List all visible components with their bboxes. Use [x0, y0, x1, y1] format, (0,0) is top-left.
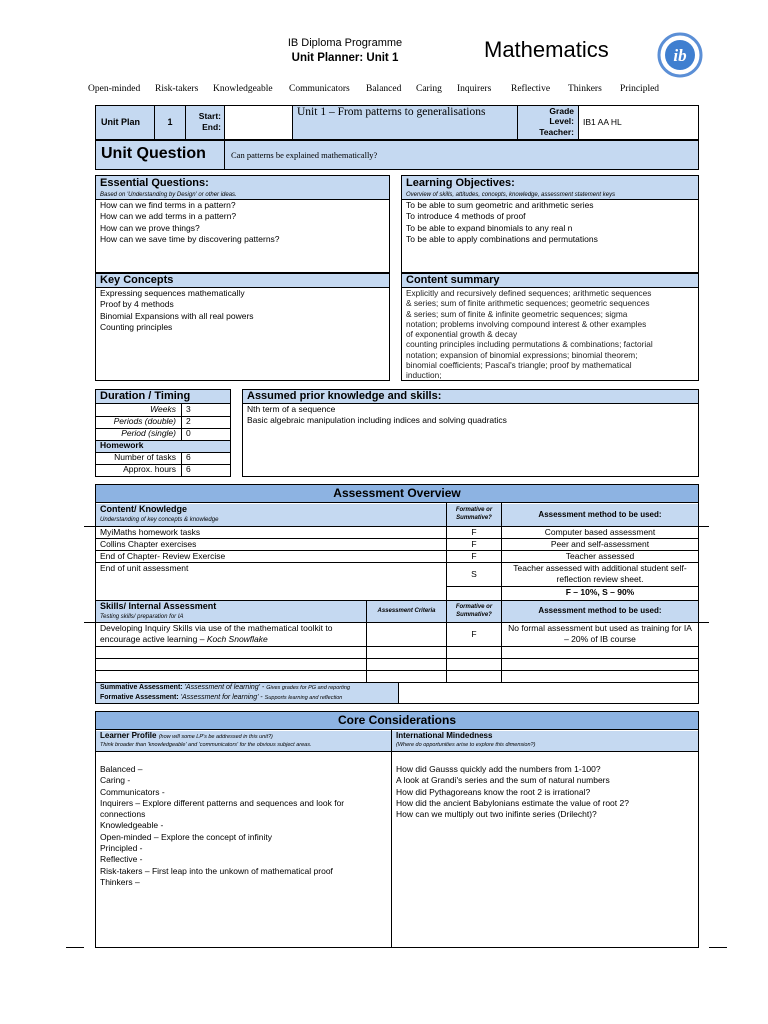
logo-text: ib [673, 46, 687, 65]
list-item: Inquirers – Explore different patterns and sequences and look for [100, 797, 345, 808]
list-item: To be able to apply combinations and permutations [406, 233, 598, 244]
level-label: Level: [549, 116, 574, 126]
unit-title: Unit 1 – From patterns to generalisations [297, 106, 486, 118]
learner-profile-sub1: (how will some LP's be addressed in this unit?) [158, 734, 273, 740]
homework-label: Homework [100, 440, 144, 450]
list-item: Open-minded – Explore the concept of infinity [100, 831, 272, 842]
start-label: Start: [198, 111, 221, 121]
attribute-item: Balanced [366, 84, 402, 94]
formative-label: Formative Assessment: [100, 694, 179, 701]
attribute-item: Risk-takers [155, 84, 199, 94]
homework-row-value: 6 [186, 464, 191, 474]
content-row-item: End of Chapter- Review Exercise [100, 551, 226, 561]
attribute-item: Principled [620, 84, 660, 94]
assessment-title: Assessment Overview [333, 486, 461, 500]
list-item: connections [100, 809, 146, 820]
skills-title: Skills/ Internal Assessment [100, 601, 217, 611]
content-row-method: Teacher assessed [565, 551, 635, 561]
duration-row-value: 0 [186, 428, 191, 438]
content-row-method: Computer based assessment [544, 527, 656, 537]
list-item: How did the ancient Babylonians estimate the value of root 2? [396, 797, 629, 808]
content-row-item: Collins Chapter exercises [100, 539, 197, 549]
level-value: IB1 AA HL [583, 117, 622, 127]
teacher-label: Teacher: [539, 127, 574, 137]
attribute-item: Inquirers [457, 84, 492, 94]
list-item: Caring - [100, 775, 131, 786]
duration-row-label: Period (single) [121, 428, 176, 438]
content-row-item: End of unit assessment [100, 563, 189, 573]
summary-line: counting principles including permutations & combinations; factorial [406, 339, 653, 350]
summary-line: binomial coefficients; Pascal's triangle; proof by mathematical [406, 360, 632, 371]
list-item: To be able to expand binomials to any real n [406, 222, 573, 233]
attribute-item: Knowledgeable [213, 84, 273, 94]
planner-title: Unit Planner: Unit 1 [291, 52, 399, 64]
skills-sub: Testing skills/ preparation for IA [100, 614, 184, 620]
essential-questions-subtitle: Based on 'Understanding by Design' or other ideas. [100, 192, 237, 198]
unit-plan-number: 1 [167, 117, 173, 127]
subject-title: Mathematics [484, 37, 609, 62]
duration-title: Duration / Timing [100, 390, 191, 402]
learner-profile-list [100, 764, 344, 888]
learning-objectives-title: Learning Objectives: [406, 177, 515, 189]
list-item: Principled - [100, 843, 143, 854]
essential-questions-list [100, 200, 280, 245]
formative-line: Formative Assessment: 'Assessment for learning' - Supports learning and reflection [100, 694, 343, 701]
list-item: Expressing sequences mathematically [100, 288, 245, 298]
list-item: Nth term of a sequence [247, 404, 336, 414]
list-item: To introduce 4 methods of proof [406, 211, 526, 222]
attribute-item: Communicators [289, 84, 350, 94]
homework-row-label: Number of tasks [114, 452, 176, 462]
attribute-item: Open-minded [88, 84, 141, 94]
formative-note: Supports learning and reflection [264, 695, 343, 701]
list-item: A look at Grandi's series and the sum of natural numbers [396, 775, 610, 786]
grade-label: Grade [549, 106, 574, 116]
core-title: Core Considerations [337, 713, 457, 727]
attribute-item: Reflective [511, 84, 551, 94]
list-item: Proof by 4 methods [100, 299, 174, 310]
learning-objectives-list [406, 200, 598, 245]
unit-plan-label: Unit Plan [101, 117, 141, 127]
list-item: How can we find terms in a pattern? [100, 200, 236, 210]
prior-knowledge-title: Assumed prior knowledge and skills: [247, 390, 442, 402]
list-item: Communicators - [100, 786, 165, 797]
summative-label: Summative Assessment: [100, 684, 183, 691]
intl-mindedness-sub: (Where do opportunities arise to explore this dimension?) [396, 742, 536, 748]
content-row-method: Teacher assessed with additional student self-reflection review sheet. [513, 563, 687, 585]
skills-fs: F [471, 629, 477, 639]
learning-objectives-subtitle: Overview of skills, attitudes, concepts, knowledge, assessment statement keys [406, 192, 616, 198]
end-label: End: [202, 122, 221, 132]
unit-question-text: Can patterns be explained mathematically? [231, 150, 378, 160]
content-row-method: Peer and self-assessment [550, 539, 650, 549]
essential-questions-title: Essential Questions: [100, 177, 209, 189]
summative-line: Summative Assessment: 'Assessment of learning' - Gives grades for PG and reporting [100, 684, 350, 691]
duration-row-value: 3 [186, 404, 191, 414]
summative-quote: 'Assessment of learning' [184, 684, 260, 691]
attribute-item: Caring [416, 84, 442, 94]
list-item: How can we add terms in a pattern? [100, 211, 237, 222]
list-item: Counting principles [100, 321, 173, 332]
summary-line: induction; [406, 370, 442, 381]
unit-question-label: Unit Question [101, 145, 206, 162]
list-item: Knowledgeable - [100, 820, 164, 831]
list-item: Thinkers – [100, 876, 140, 887]
key-concepts-list [100, 288, 254, 333]
content-summary-text [406, 288, 653, 381]
list-item: To be able to sum geometric and arithmetic series [406, 200, 594, 210]
criteria-header: Assessment Criteria [377, 608, 436, 614]
summary-line: & series; sum of finite & infinite geometric sequences; sigma [406, 308, 628, 319]
duration-row-label: Periods (double) [113, 416, 176, 426]
list-item: How can we prove things? [100, 222, 200, 233]
content-row-fs: F [471, 539, 477, 549]
content-row-fs: F [471, 551, 477, 561]
duration-row-value: 2 [186, 416, 191, 426]
duration-row-label: Weeks [150, 404, 176, 414]
skills-fs-header: Formative or Summative? [455, 604, 493, 618]
summary-line: notation; problems involving compound interest & other examples [406, 318, 647, 329]
fs-header: Formative or Summative? [455, 507, 493, 521]
list-item: How can we multiply out two inifinte series (Drilecht)? [396, 809, 597, 820]
attribute-item: Thinkers [568, 84, 602, 94]
intl-mindedness-title: International Mindedness [396, 731, 493, 740]
summary-line: & series; sum of finite arithmetic sequences; geometric sequences [406, 298, 650, 309]
list-item: Reflective - [100, 854, 143, 865]
content-row-item: MyiMaths homework tasks [100, 527, 201, 537]
skills-method: No formal assessment but used as training for IA – 20% of IB course [508, 623, 692, 645]
list-item: How did Gausss quickly add the numbers from 1-100? [396, 764, 601, 774]
list-item: How did Pythagoreans know the root 2 is irrational? [396, 786, 591, 797]
summary-line: notation; expansion of binomial expressions; binomial theorem; [406, 349, 638, 360]
content-knowledge-sub: Understanding of key concepts & knowledge [100, 517, 219, 523]
content-knowledge-title: Content/ Knowledge [100, 504, 187, 514]
formative-quote: 'Assessment for learning' [180, 694, 259, 701]
learner-profile-title: Learner Profile [100, 731, 157, 740]
skills-item-text: Developing Inquiry Skills via use of the mathematical toolkit to encourage active learning – [100, 623, 333, 645]
content-row-fs: F [471, 527, 477, 537]
list-item: Binomial Expansions with all real powers [100, 310, 254, 321]
homework-row-label: Approx. hours [123, 464, 176, 474]
skills-item [100, 623, 362, 646]
list-item: Risk-takers – First leap into the unkown of mathematical proof [100, 865, 333, 876]
learner-profile-sub2: Think broader than 'knowledgeable' and 'communicators' for the obvious subject areas. [100, 742, 312, 748]
list-item: Basic algebraic manipulation including indices and solving quadratics [247, 415, 507, 426]
homework-row-value: 6 [186, 452, 191, 462]
prior-knowledge-list [247, 404, 507, 427]
list-item: Balanced – [100, 764, 143, 774]
list-item: How can we save time by discovering patterns? [100, 233, 280, 244]
skills-method-header: Assessment method to be used: [538, 606, 662, 615]
intl-mindedness-list [396, 764, 629, 820]
summative-note: Gives grades for PG and reporting [266, 685, 350, 691]
ib-logo [657, 32, 703, 78]
skills-item-em: Koch Snowflake [206, 634, 268, 645]
programme-title: IB Diploma Programme [287, 37, 403, 49]
content-summary-title: Content summary [406, 274, 500, 286]
method-header: Assessment method to be used: [538, 510, 662, 519]
content-row-fs: S [471, 569, 477, 579]
learner-profile-header [100, 731, 273, 742]
summary-line: of exponential growth & decay [406, 329, 518, 340]
weighting: F – 10%, S – 90% [565, 587, 635, 597]
summary-line: Explicitly and recursively defined sequences; arithmetic sequences [406, 288, 652, 298]
key-concepts-title: Key Concepts [100, 274, 174, 286]
